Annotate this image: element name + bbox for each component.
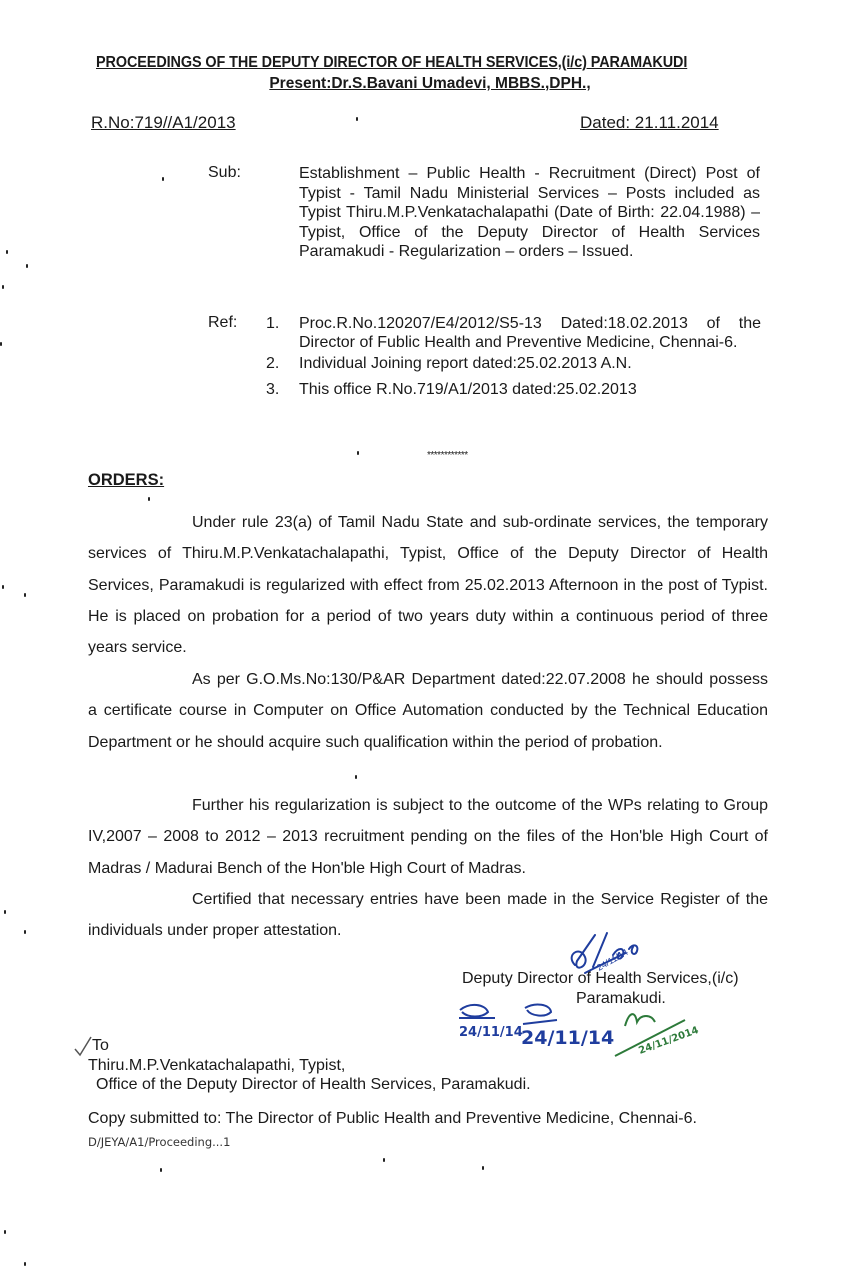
initial-stroke-1 [459, 1005, 495, 1018]
document-date: Dated: 21.11.2014 [580, 113, 719, 132]
reference-number-label: 2. [266, 355, 280, 372]
reference-number-label: 1. [266, 315, 280, 332]
scan-speck [482, 1166, 484, 1170]
scan-speck [0, 342, 2, 346]
signatory-place: Paramakudi. [576, 990, 666, 1007]
paragraph-text: Further his regularization is subject to the outcome of the WPs relating to Group IV,2007 – 2008 to 2012 – 2013 recruitment pending on the files of the Hon'ble High Court of Madras / Madurai Bench of the Hon'ble High Court of Madras. [88, 797, 768, 877]
document-title: PROCEEDINGS OF THE DEPUTY DIRECTOR OF HEALTH SERVICES,(i/c) PARAMAKUDI [96, 54, 688, 71]
reference-text: Individual Joining report dated:25.02.2013 A.N. [299, 355, 632, 372]
check-stroke [75, 1037, 91, 1055]
check-icon [73, 1035, 93, 1057]
scan-speck [4, 1230, 6, 1234]
handwritten-initials [455, 1002, 735, 1062]
initial-date-3: 24/11/2014 [637, 1024, 701, 1057]
orders-heading: ORDERS: [88, 471, 165, 489]
scan-speck [6, 250, 8, 254]
scan-speck [24, 593, 26, 597]
scan-speck [24, 930, 26, 934]
present-officer: Present:Dr.S.Bavani Umadevi, MBBS.,DPH., [269, 75, 591, 92]
scan-speck [383, 1158, 385, 1162]
scan-speck [160, 1168, 162, 1172]
order-paragraph [88, 507, 768, 663]
scan-speck [24, 1262, 26, 1266]
paragraph-text: Under rule 23(a) of Tamil Nadu State and sub-ordinate services, the temporary services of Thiru.M.P.Venkatachalapathi, Typist, Office of the Deputy Director of Health Services, Paramakudi is regularized with effect from 25.02.2013 Afternoon in the post of Typist. He is placed on probation for a period of two years duty within a continuous period of three years service. [88, 514, 768, 657]
order-paragraph [88, 884, 768, 947]
subject-text: Establishment – Public Health - Recruitment (Direct) Post of Typist - Tamil Nadu Ministerial Services – Posts included as Typist Thiru.M.P.Venkatachalapathi (Date of Birth: 22.04.1988) – Typist, Office of the Deputy Director of Health Services Paramakudi - Regularization – orders – Issued. [299, 165, 760, 261]
initial-stroke-2 [523, 1005, 557, 1024]
signatory-title: Deputy Director of Health Services,(i/c) [462, 970, 739, 987]
paragraph-text: As per G.O.Ms.No:130/P&AR Department dated:22.07.2008 he should possess a certificate course in Computer on Office Automation conducted by the Technical Education Department or he should acquire such qualification within the period of probation. [88, 671, 768, 751]
copy-to-line: Copy submitted to: The Director of Public Health and Preventive Medicine, Chennai-6. [88, 1110, 697, 1127]
footer-reference: D/JEYA/A1/Proceeding...1 [88, 1135, 231, 1149]
scan-speck [162, 177, 164, 181]
initial-date-2: 24/11/14 [521, 1027, 615, 1049]
addressee-office: Office of the Deputy Director of Health Services, Paramakudi. [96, 1076, 531, 1093]
order-paragraph [88, 790, 768, 884]
reference-text: This office R.No.719/A1/2013 dated:25.02.2013 [299, 381, 637, 398]
initial-date-1: 24/11/14 [459, 1025, 523, 1040]
reference-number: R.No:719//A1/2013 [91, 113, 236, 132]
scan-speck [2, 585, 4, 589]
separator: ************ [427, 450, 468, 461]
subject-label: Sub: [208, 164, 241, 181]
scan-speck [2, 285, 4, 289]
reference-item [266, 354, 761, 373]
addressee-name: Thiru.M.P.Venkatachalapathi, Typist, [88, 1057, 346, 1074]
paragraph-text: Certified that necessary entries have been made in the Service Register of the individuals under proper attestation. [88, 891, 768, 940]
addressee-label: To [92, 1037, 109, 1054]
scan-speck [26, 264, 28, 268]
order-paragraph [88, 664, 768, 758]
scan-speck [4, 910, 6, 914]
scan-speck [356, 117, 358, 121]
references-list [266, 314, 761, 399]
reference-item [266, 380, 761, 399]
scan-speck [355, 775, 357, 779]
references-label: Ref: [208, 314, 238, 331]
reference-text: Proc.R.No.120207/E4/2012/S5-13 Dated:18.02.2013 of the Director of Fublic Health and Preventive Medicine, Chennai-6. [299, 315, 761, 351]
signature-date: 24/11/14 [595, 946, 630, 973]
scan-speck [357, 451, 359, 455]
reference-number-label: 3. [266, 381, 280, 398]
scan-speck [148, 497, 150, 501]
reference-item [266, 314, 761, 352]
